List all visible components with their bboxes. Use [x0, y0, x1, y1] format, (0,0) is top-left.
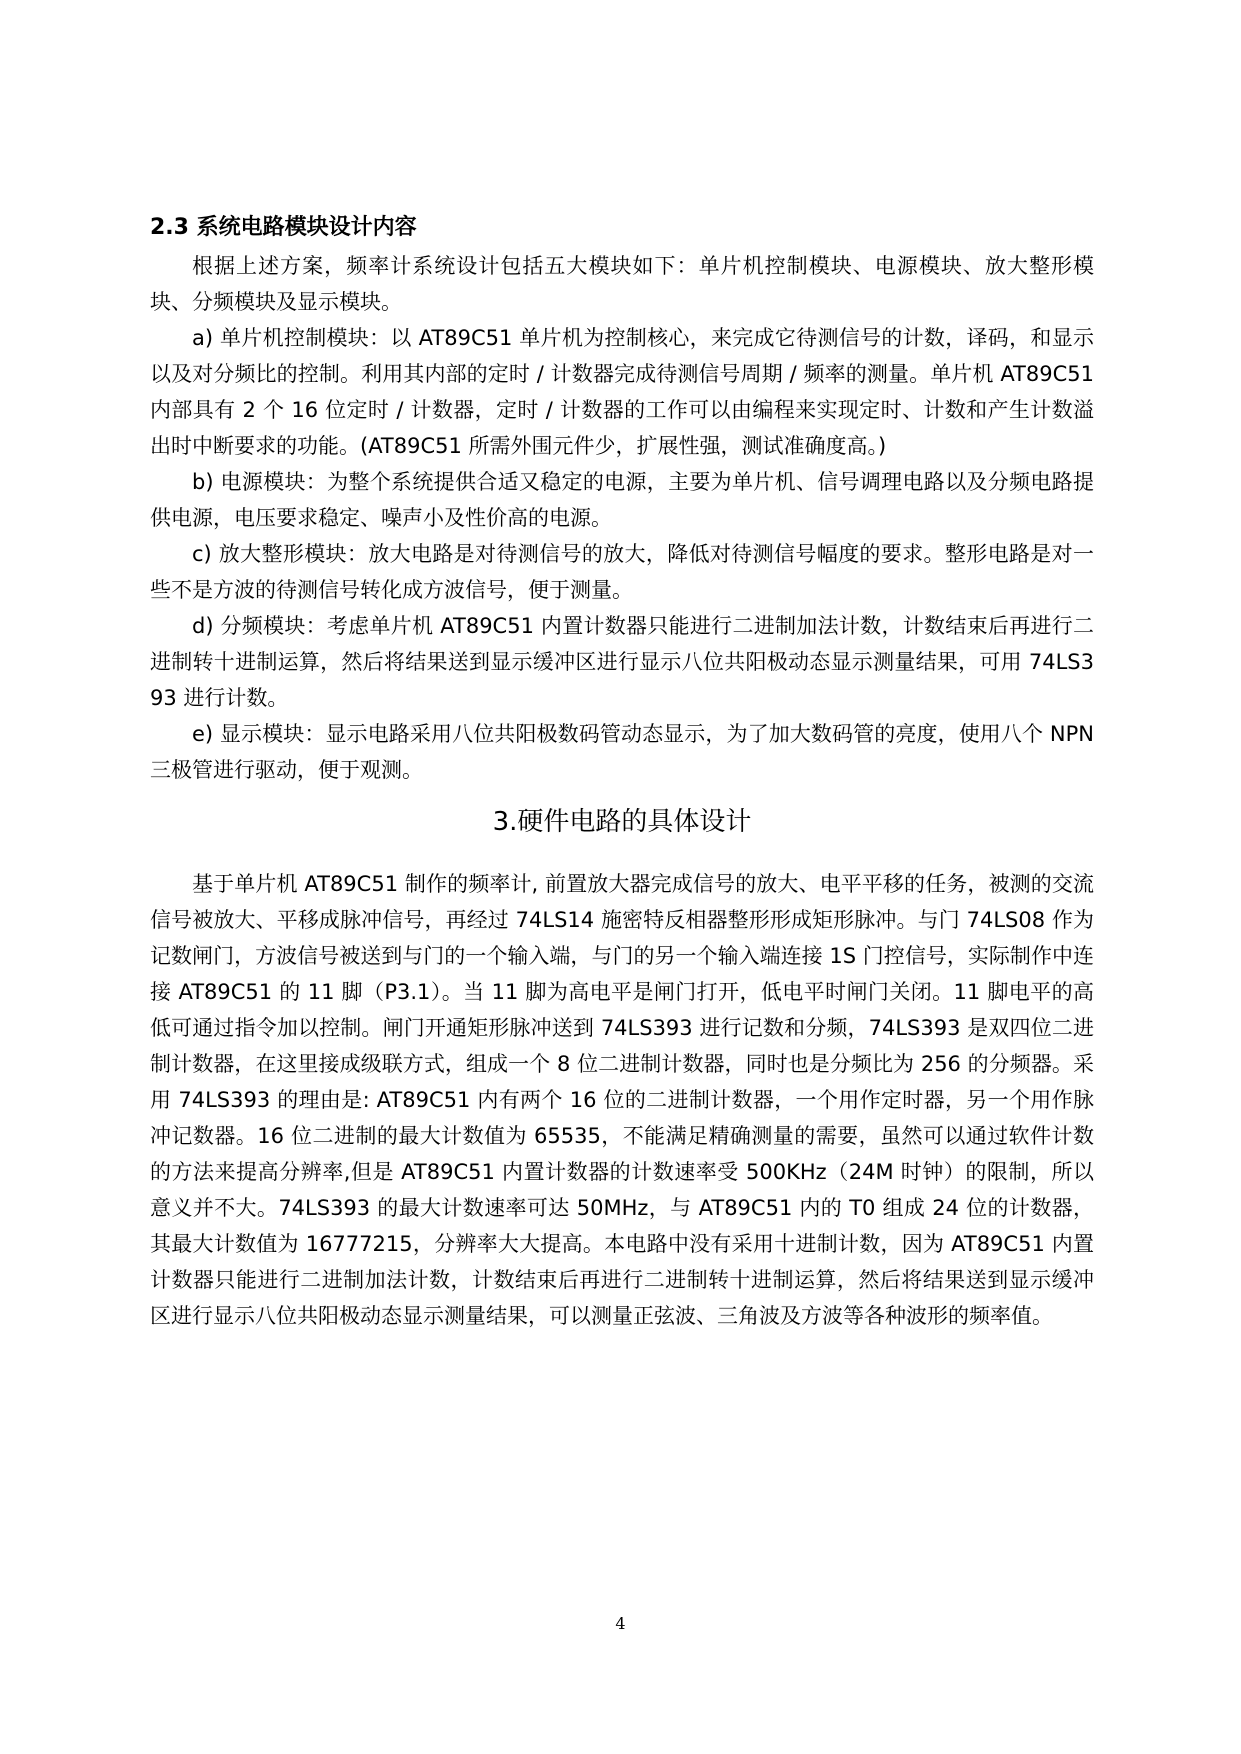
document-page: [150, 208, 1094, 1334]
hardware-design-paragraph: 基于单片机 AT89C51 制作的频率计, 前置放大器完成信号的放大、电平平移的任务，被测的交流信号被放大、平移成脉冲信号，再经过 74LS14 施密特反相器整形形成矩形脉冲。与门 74LS08 作为记数闸门，方波信号被送到与门的一个输入端，与门的另一个输入端连接 1S 门控信号，实际制作中连接 AT89C51 的 11 脚（P3.1）。当 11 脚为高电平是闸门打开，低电平时闸门关闭。11 脚电平的高低可通过指令加以控制。闸门开通矩形脉冲送到 74LS393 进行记数和分频，74LS393 是双四位二进制计数器，在这里接成级联方式，组成一个 8 位二进制计数器，同时也是分频比为 256 的分频器。采用 74LS393 的理由是: AT89C51 内有两个 16 位的二进制计数器，一个用作定时器，另一个用作脉冲记数器。16 位二进制的最大计数值为 65535，不能满足精确测量的需要，虽然可以通过软件计数的方法来提高分辨率,但是 AT89C51 内置计数器的计数速率受 500KHz（24M 时钟）的限制，所以意义并不大。74LS393 的最大计数速率可达 50MHz，与 AT89C51 内的 T0 组成 24 位的计数器，其最大计数值为 16777215，分辨率大大提高。本电路中没有采用十进制计数，因为 AT89C51 内置计数器只能进行二进制加法计数，计数结束后再进行二进制转十进制运算，然后将结果送到显示缓冲区进行显示八位共阳极动态显示测量结果，可以测量正弦波、三角波及方波等各种波形的频率值。: [150, 872, 1094, 1328]
power-module-paragraph: b) 电源模块：为整个系统提供合适又稳定的电源，主要为单片机、信号调理电路以及分频电路提供电源，电压要求稳定、噪声小及性价高的电源。: [150, 470, 1094, 530]
frequency-divider-module-paragraph: d) 分频模块：考虑单片机 AT89C51 内置计数器只能进行二进制加法计数，计数结束后再进行二进制转十进制运算，然后将结果送到显示缓冲区进行显示八位共阳极动态显示测量结果，可用 74LS393 进行计数。: [150, 614, 1094, 710]
intro-paragraph: 根据上述方案，频率计系统设计包括五大模块如下：单片机控制模块、电源模块、放大整形模块、分频模块及显示模块。: [150, 254, 1094, 314]
mcu-control-module-paragraph: a) 单片机控制模块：以 AT89C51 单片机为控制核心，来完成它待测信号的计数，译码，和显示以及对分频比的控制。利用其内部的定时 / 计数器完成待测信号周期 / 频率的测量。单片机 AT89C51 内部具有 2 个 16 位定时 / 计数器，定时 / 计数器的工作可以由编程来实现定时、计数和产生计数溢出时中断要求的功能。(AT89C51 所需外围元件少，扩展性强，测试准确度高。): [150, 326, 1094, 458]
amplifier-shaping-module-paragraph: c) 放大整形模块：放大电路是对待测信号的放大，降低对待测信号幅度的要求。整形电路是对一些不是方波的待测信号转化成方波信号，便于测量。: [150, 542, 1094, 602]
page-number: 4: [615, 1614, 626, 1633]
chapter-heading: 3.硬件电路的具体设计: [492, 807, 752, 837]
section-heading: 2.3 系统电路模块设计内容: [150, 215, 417, 240]
display-module-paragraph: e) 显示模块：显示电路采用八位共阳极数码管动态显示，为了加大数码管的亮度，使用八个 NPN 三极管进行驱动，便于观测。: [150, 722, 1094, 782]
